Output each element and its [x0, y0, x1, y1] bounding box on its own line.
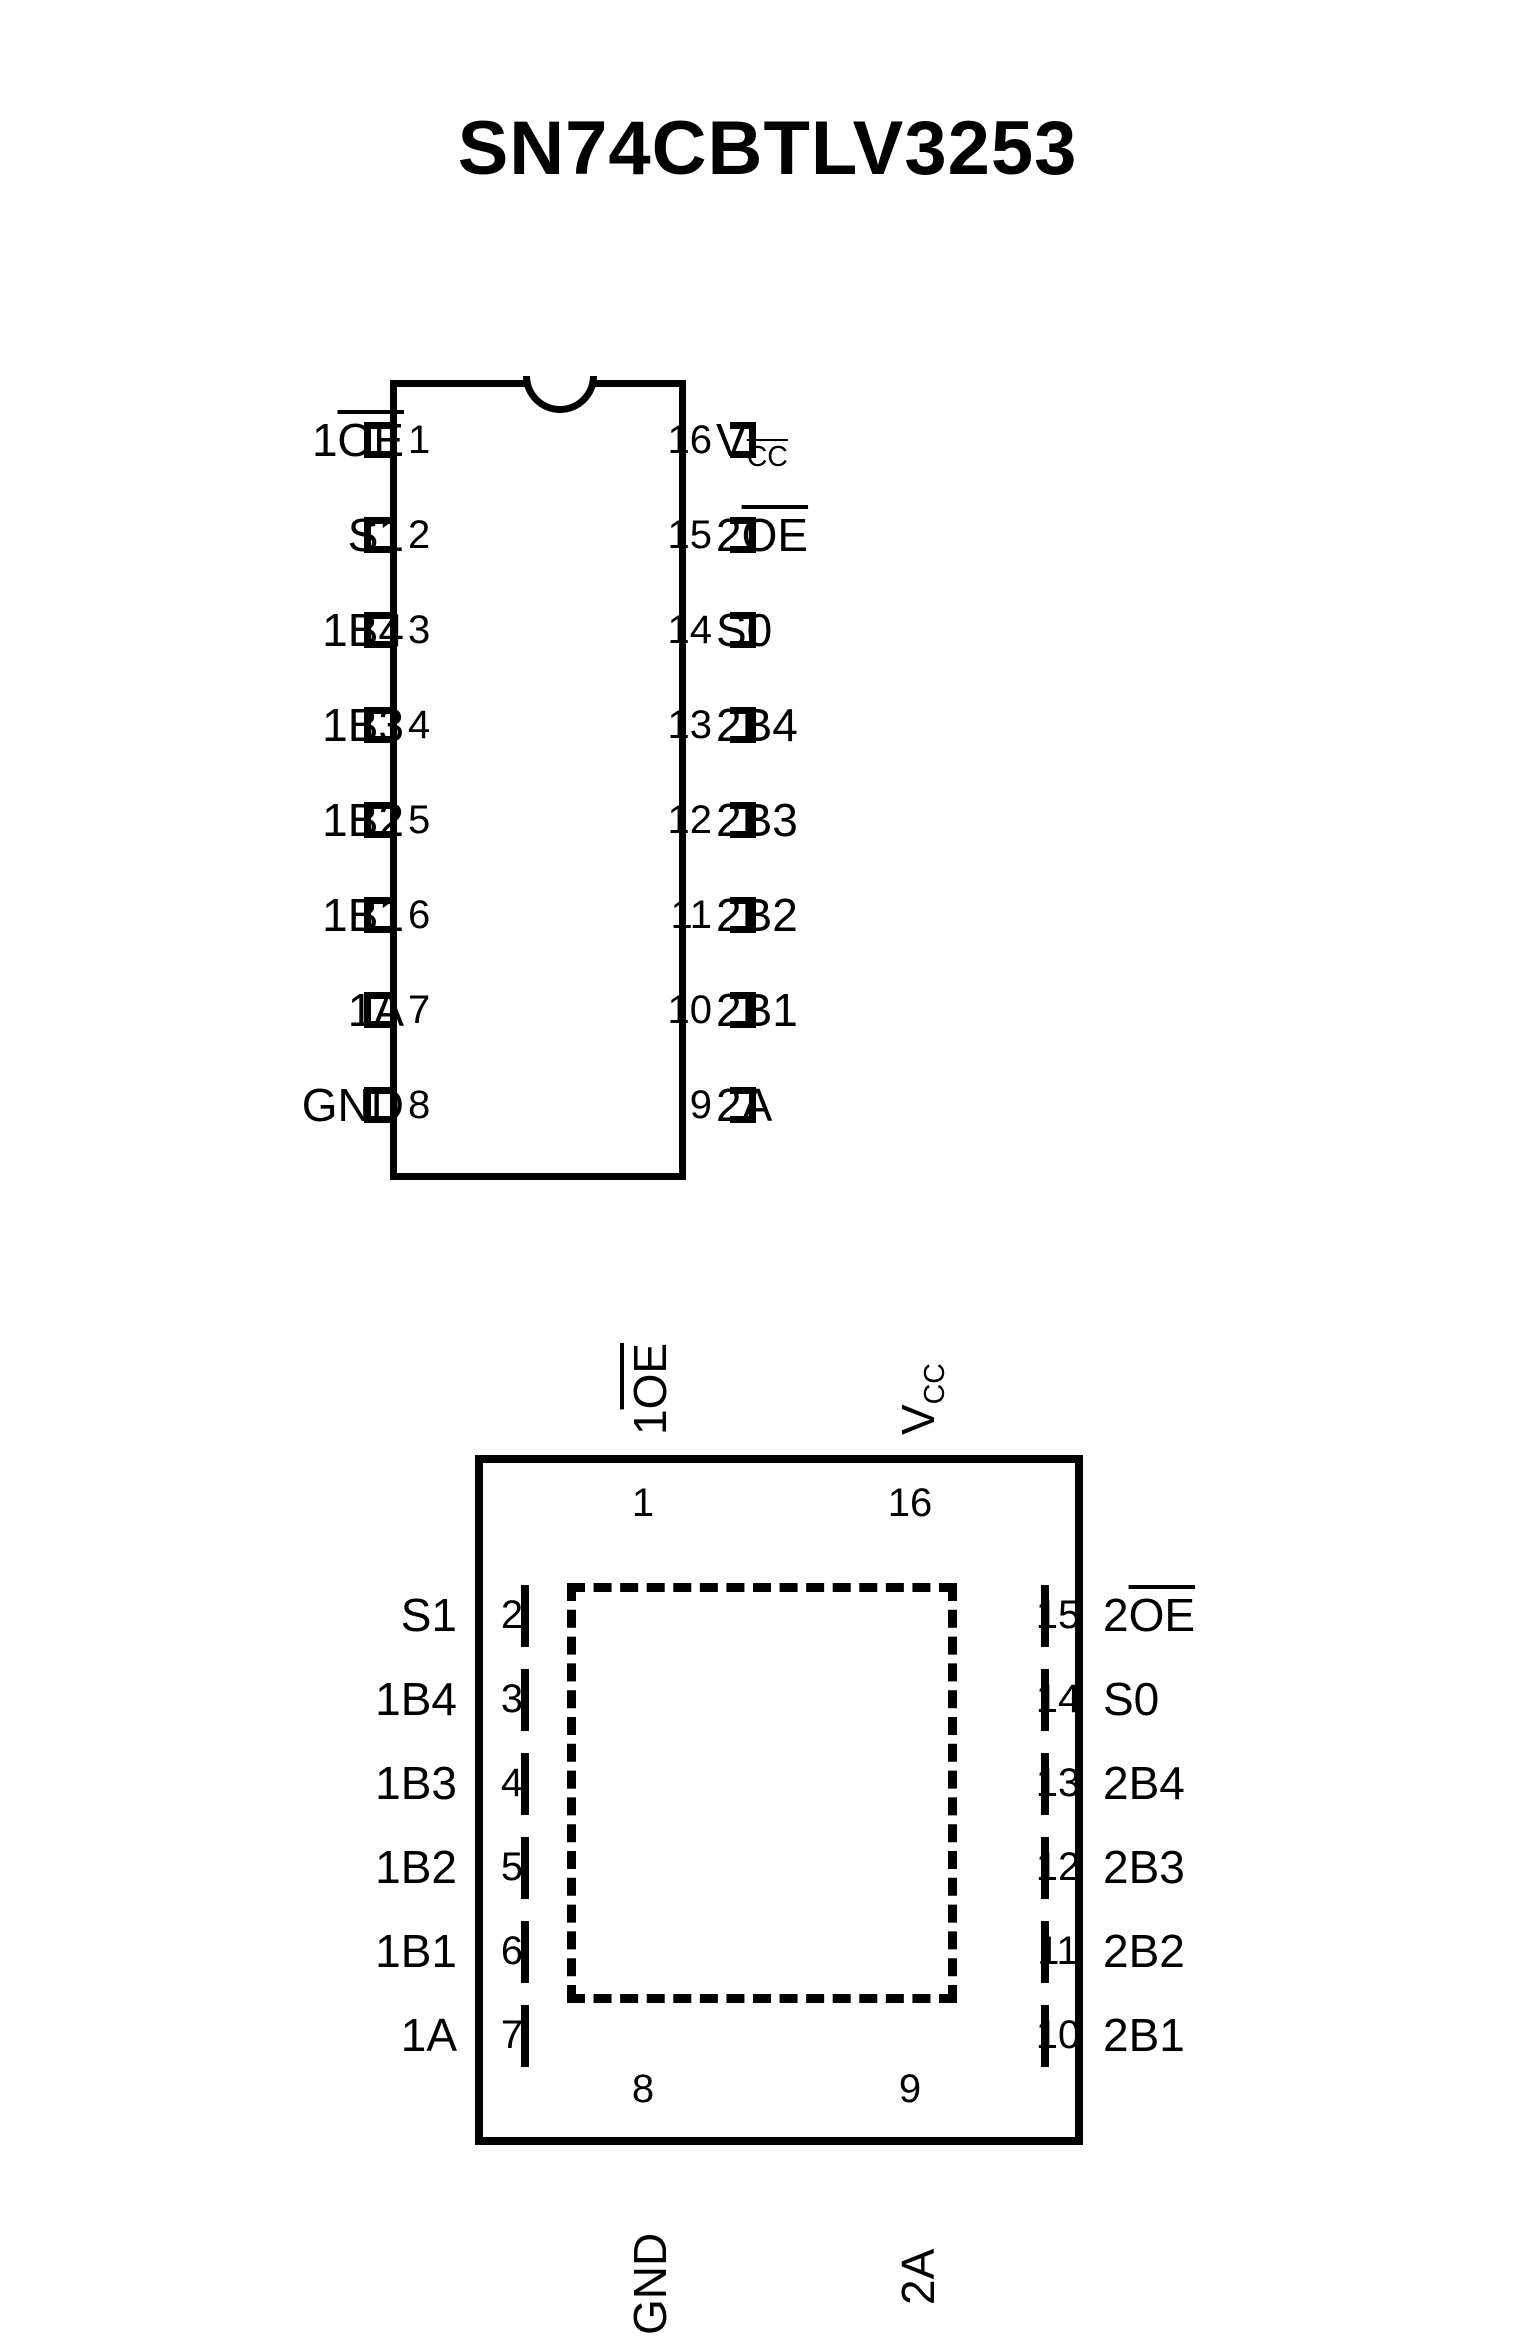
dip-pin-label-6: 1B1 [322, 889, 404, 941]
qfn-pin-label-6: 1B1 [375, 1925, 457, 1977]
dip-pin-number-9: 9 [689, 1083, 712, 1127]
dip-pin-label-1 [104, 414, 404, 466]
qfn-pin-label-7: 1A [400, 2009, 457, 2061]
qfn-pin-label-13: 2B4 [1103, 1757, 1185, 1809]
dip-pin-number-16: 16 [667, 418, 712, 462]
qfn-pin-label-5: 1B2 [375, 1841, 457, 1893]
qfn-pin-number-15: 15 [1035, 1593, 1081, 1637]
dip-pin-number-6: 6 [408, 893, 431, 937]
qfn-pin-label-15 [1103, 1589, 1383, 1641]
dip-pin-label-10: 2B1 [716, 984, 798, 1036]
dip-pin-label-5: 1B2 [322, 794, 404, 846]
dip-pin-label-8: GND [301, 1079, 404, 1131]
qfn-pin-label-10: 2B1 [1103, 2009, 1185, 2061]
dip-pin-label-4: 1B3 [322, 699, 404, 751]
dip-pin-number-2: 2 [408, 513, 431, 557]
dip-pin-number-7: 7 [408, 988, 431, 1032]
qfn-pin-label-1-pre: 1 [624, 1409, 676, 1435]
dip-pin-label-16-pre: V [716, 414, 747, 466]
qfn-pin-label-16 [892, 1363, 958, 1435]
dip-pin-label-2: S1 [347, 509, 404, 561]
qfn-pin-label-14: S0 [1103, 1673, 1160, 1725]
dip-pin-label-7: 1A [347, 984, 404, 1036]
qfn-pin-number-2: 2 [500, 1593, 524, 1637]
qfn-pin-number-5: 5 [500, 1845, 524, 1889]
qfn-pin-number-11: 11 [1037, 1929, 1079, 1973]
dip-pin-number-10: 10 [667, 988, 712, 1032]
dip-pin-label-15-pre: 2 [716, 509, 742, 561]
dip-pin-number-8: 8 [408, 1083, 431, 1127]
dip-package-body [390, 380, 686, 1180]
dip-pin-label-9: 2A [716, 1079, 773, 1131]
qfn-pin-number-10: 10 [1035, 2013, 1081, 2057]
page-title: SN74CBTLV3253 [457, 106, 1078, 191]
dip-pin-number-12: 12 [667, 798, 712, 842]
dip-pin-label-12: 2B3 [716, 794, 798, 846]
qfn-pin-label-1-overline: $\overline{OE}$ [624, 1342, 676, 1410]
qfn-pin-number-1: 1 [631, 1481, 655, 1525]
qfn-pin-label-16-sub: CC [919, 1363, 952, 1405]
dip-pin-label-3: 1B4 [322, 604, 404, 656]
dip-pin-number-1: 1 [408, 418, 431, 462]
qfn-pin-number-9: 9 [898, 2067, 922, 2111]
dip-pin-label-14: S0 [716, 604, 773, 656]
qfn-pin-number-7: 7 [500, 2013, 524, 2057]
dip-pin-number-15: 15 [667, 513, 712, 557]
qfn-pin-number-12: 12 [1035, 1845, 1081, 1889]
dip-pin-number-13: 13 [667, 703, 712, 747]
qfn-pin-number-3: 3 [500, 1677, 524, 1721]
qfn-pin-number-4: 4 [500, 1761, 524, 1805]
dip-pin-label-15-overline: $\overline{OE}$ [741, 509, 809, 561]
qfn-pin-label-16-pre: V [892, 1404, 944, 1435]
dip-pin-label-1-overline: $\overline{OE}$ [337, 414, 404, 466]
dip-pin-label-16 [716, 414, 1016, 475]
qfn-pin-label-15-pre: 2 [1103, 1589, 1129, 1641]
dip-package-diagram [301, 380, 809, 1190]
dip-pin-label-15 [716, 509, 1016, 561]
qfn-pin-label-3: 1B4 [375, 1673, 457, 1725]
qfn-pin-label-15-overline: $\overline{OE}$ [1128, 1589, 1196, 1641]
qfn-package-diagram [375, 1342, 1196, 2335]
dip-pin-label-11: 2B2 [716, 889, 798, 941]
qfn-pin-label-12: 2B3 [1103, 1841, 1185, 1893]
dip-pin-number-11: 11 [670, 893, 712, 937]
dip-pin-label-16-sub: CC [746, 441, 788, 474]
dip-pin-number-14: 14 [667, 608, 712, 652]
qfn-pin-number-6: 6 [500, 1929, 524, 1973]
qfn-pin-label-8: GND [624, 2232, 676, 2335]
qfn-thermal-pad-outline [567, 1583, 957, 2003]
qfn-pin-number-13: 13 [1035, 1761, 1081, 1805]
qfn-pin-label-2: S1 [400, 1589, 457, 1641]
dip-pin-label-13: 2B4 [716, 699, 798, 751]
qfn-pin-label-1 [624, 1342, 676, 1435]
qfn-pin-label-9: 2A [892, 2248, 944, 2305]
qfn-pin-label-4: 1B3 [375, 1757, 457, 1809]
dip-pin-number-5: 5 [408, 798, 431, 842]
qfn-pin-number-8: 8 [631, 2067, 655, 2111]
qfn-pin-label-11: 2B2 [1103, 1925, 1185, 1977]
dip-pin-label-1-pre: 1 [311, 414, 338, 466]
qfn-pin-number-14: 14 [1035, 1677, 1081, 1721]
qfn-pin-number-16: 16 [887, 1481, 933, 1525]
dip-pin-number-3: 3 [408, 608, 431, 652]
dip-pin-number-4: 4 [408, 703, 431, 747]
